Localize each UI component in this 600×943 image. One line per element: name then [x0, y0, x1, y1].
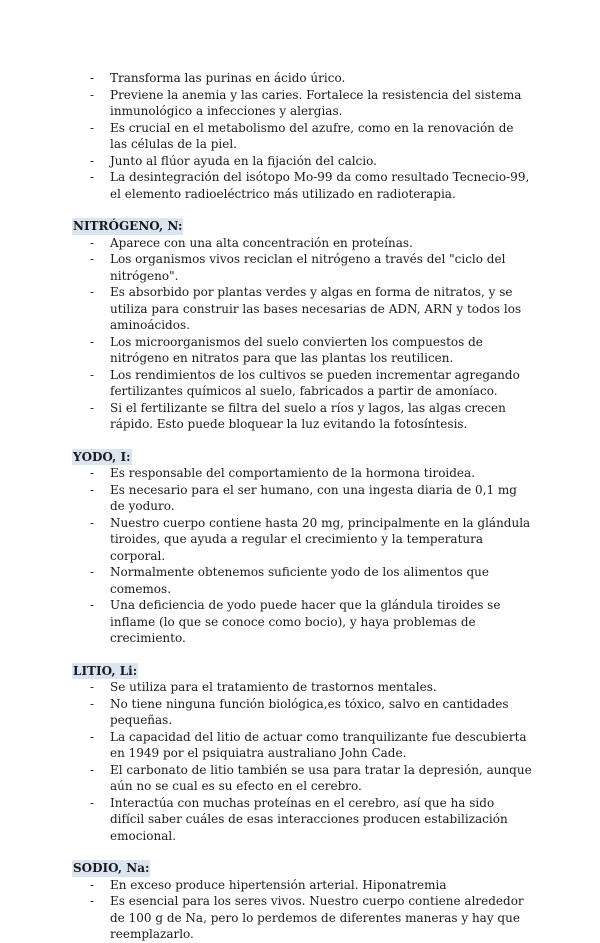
- section-litio: [72, 663, 532, 845]
- list-item: - No tiene ninguna función biológica,es tóxico, salvo en cantidades pequeñas.: [72, 696, 532, 729]
- list-item: - Junto al flúor ayuda en la fijación del calcio.: [72, 153, 532, 170]
- section-sodio: [72, 860, 532, 943]
- content-column: [72, 70, 532, 943]
- list-item: - Se utiliza para el tratamiento de trastornos mentales.: [72, 679, 532, 696]
- list-item: - Es necesario para el ser humano, con una ingesta diaria de 0,1 mg de yoduro.: [72, 482, 532, 515]
- list-item: - Previene la anemia y las caries. Fortalece la resistencia del sistema inmunológico a infecciones y alergias.: [72, 87, 532, 120]
- section-heading: NITRÓGENO, N:: [73, 219, 183, 233]
- section-heading: YODO, I:: [73, 449, 131, 464]
- list-item: - Una deficiencia de yodo puede hacer que la glándula tiroides se inflame (lo que se conoce como bocio), y haya problemas de crecimiento.: [72, 597, 532, 647]
- list-item: - Los rendimientos de los cultivos se pueden incrementar agregando fertilizantes químicos al suelo, fabricados a partir de amoníaco.: [72, 367, 532, 400]
- list-item: - Aparece con una alta concentración en proteínas.: [72, 235, 532, 252]
- list-item: - Es crucial en el metabolismo del azufre, como en la renovación de las células de la piel.: [72, 120, 532, 153]
- section-list: [72, 235, 532, 433]
- section-list: [72, 679, 532, 844]
- section-nitrogeno: [72, 218, 532, 433]
- list-item: - La desintegración del isótopo Mo-99 da como resultado Tecnecio-99, el elemento radioeléctrico más utilizado en radioterapia.: [72, 169, 532, 202]
- section-heading: LITIO, Li:: [73, 663, 138, 678]
- intro-list: [72, 70, 532, 202]
- list-item: - Los microorganismos del suelo convierten los compuestos de nitrógeno en nitratos para que las plantas los reutilicen.: [72, 334, 532, 367]
- list-item: - El carbonato de litio también se usa para tratar la depresión, aunque aún no se cual es su efecto en el cerebro.: [72, 762, 532, 795]
- list-item: - La capacidad del litio de actuar como tranquilizante fue descubierta en 1949 por el psiquiatra australiano John Cade.: [72, 729, 532, 762]
- list-item: - Nuestro cuerpo contiene hasta 20 mg, principalmente en la glándula tiroides, que ayuda a regular el crecimiento y la temperatura corporal.: [72, 515, 532, 565]
- section-heading: SODIO, Na:: [73, 861, 150, 875]
- list-item: - Es responsable del comportamiento de la hormona tiroidea.: [72, 465, 532, 482]
- list-item: - Interactúa con muchas proteínas en el cerebro, así que ha sido difícil saber cuáles de esas interacciones producen estabilización emocional.: [72, 795, 532, 845]
- section-list: [72, 465, 532, 647]
- list-item: - Si el fertilizante se filtra del suelo a ríos y lagos, las algas crecen rápido. Esto puede bloquear la luz evitando la fotosíntesis.: [72, 400, 532, 433]
- list-item: - Los organismos vivos reciclan el nitrógeno a través del "ciclo del nitrógeno".: [72, 251, 532, 284]
- list-item: - En exceso produce hipertensión arterial. Hiponatremia: [72, 877, 532, 894]
- list-item: - Normalmente obtenemos suficiente yodo de los alimentos que comemos.: [72, 564, 532, 597]
- section-yodo: [72, 449, 532, 647]
- list-item: - Es absorbido por plantas verdes y algas en forma de nitratos, y se utiliza para construir las bases necesarias de ADN, ARN y todos los aminoácidos.: [72, 284, 532, 334]
- section-list: [72, 877, 532, 943]
- list-item: - Es esencial para los seres vivos. Nuestro cuerpo contiene alrededor de 100 g de Na, pero lo perdemos de diferentes maneras y hay que reemplazarlo.: [72, 893, 532, 943]
- list-item: - Transforma las purinas en ácido úrico.: [72, 70, 532, 87]
